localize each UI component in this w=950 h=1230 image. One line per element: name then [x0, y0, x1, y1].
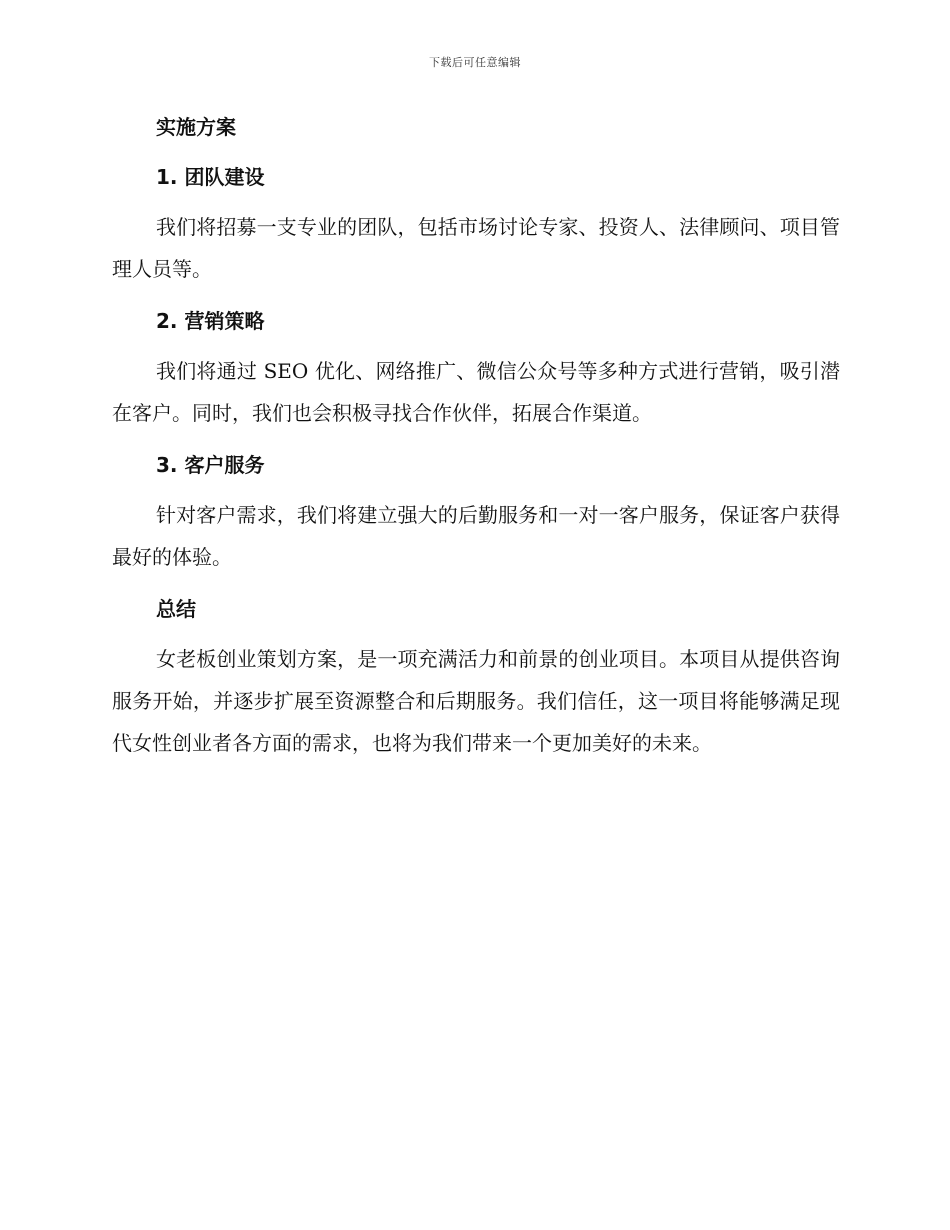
- section-heading-service: 3. 客户服务: [156, 453, 265, 477]
- section-heading-marketing: 2. 营销策略: [156, 309, 265, 333]
- paragraph-summary: 女老板创业策划方案，是一项充满活力和前景的创业项目。本项目从提供咨询服务开始，并逐步扩展至资源整合和后期服务。我们信任，这一项目将能够满足现代女性创业者各方面的需求，也将为我们带来一个更加美好的未来。: [112, 647, 840, 755]
- paragraph-service: 针对客户需求，我们将建立强大的后勤服务和一对一客户服务，保证客户获得最好的体验。: [112, 503, 840, 569]
- paragraph-team: 我们将招募一支专业的团队，包括市场讨论专家、投资人、法律顾问、项目管理人员等。: [112, 215, 840, 281]
- section-heading-implementation: 实施方案: [156, 115, 236, 139]
- section-heading-summary: 总结: [156, 597, 196, 621]
- section-heading-team: 1. 团队建设: [156, 165, 265, 189]
- document-body: [112, 106, 840, 774]
- paragraph-marketing: 我们将通过 SEO 优化、网络推广、微信公众号等多种方式进行营销，吸引潜在客户。同时，我们也会积极寻找合作伙伴，拓展合作渠道。: [112, 359, 840, 425]
- page-header-note: 下载后可任意编辑: [429, 56, 521, 69]
